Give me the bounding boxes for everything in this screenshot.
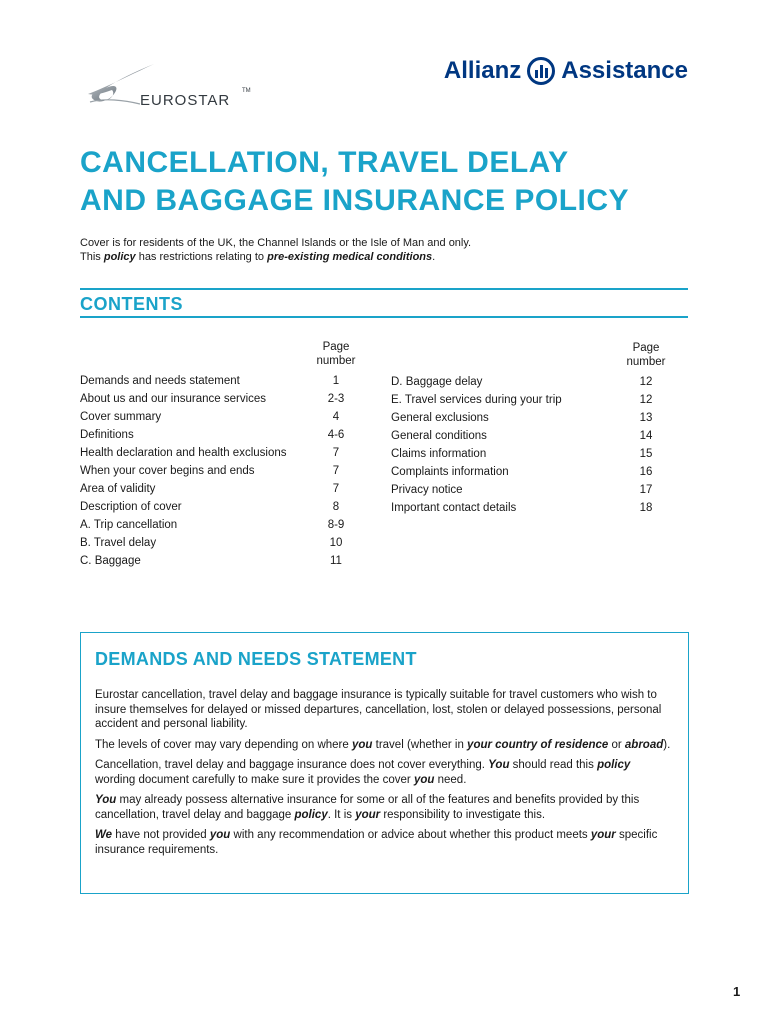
contents-entry-page: 13 [639, 412, 653, 424]
contents-entry-label: D. Baggage delay [391, 376, 483, 388]
contents-entry [80, 552, 370, 570]
contents-rule-bottom [80, 316, 688, 318]
contents-entry [391, 499, 688, 517]
contents-entry [391, 463, 688, 481]
contents-entry-label: Privacy notice [391, 484, 463, 496]
dns-paragraph-1: Eurostar cancellation, travel delay and baggage insurance is typically suitable for travel customers who wish to insure themselves for delayed or missed departures, cancellation, lost, stolen or delayed possessions, personal accident and personal liability. [95, 689, 662, 730]
contents-entry [80, 426, 370, 444]
contents-entry [391, 445, 688, 463]
contents-entry-page: 8-9 [327, 519, 345, 531]
contents-entry-page: 12 [639, 394, 653, 406]
intro-text [80, 236, 700, 264]
contents-entry-page: 10 [329, 537, 343, 549]
contents-entry-label: Area of validity [80, 483, 156, 495]
contents-entry-page: 16 [639, 466, 653, 478]
allianz-wordmark: Allianz [443, 57, 522, 84]
contents-entry [80, 390, 370, 408]
contents-entry [391, 409, 688, 427]
dns-paragraph-5: We have not provided you with any recommendation or advice about whether this product meets your specific insurance requirements. [95, 829, 658, 856]
contents-entry-label: E. Travel services during your trip [391, 394, 562, 406]
contents-column-left [80, 340, 370, 570]
contents-entry-label: A. Trip cancellation [80, 519, 178, 531]
contents-entry-label: Complaints information [391, 466, 509, 478]
contents-entry-page: 4 [332, 411, 340, 423]
dns-paragraph-4: You may already possess alternative insurance for some or all of the features and benefits provided by this cancellation, travel delay and baggage policy. It is your responsibility to investigate this. [95, 794, 640, 821]
contents-entry [80, 408, 370, 426]
page-number: 1 [733, 984, 741, 999]
contents-entry-page: 4-6 [327, 429, 345, 441]
contents-entry-label: General exclusions [391, 412, 489, 424]
dns-paragraph-3: Cancellation, travel delay and baggage insurance does not cover everything. You should read this policy wording document carefully to make sure it provides the cover you need. [95, 759, 631, 786]
contents-entry-label: Important contact details [391, 502, 517, 514]
contents-entry-page: 15 [639, 448, 653, 460]
contents-entry [80, 534, 370, 552]
allianz-assistance-logo [444, 56, 688, 86]
demands-needs-heading: DEMANDS AND NEEDS STATEMENT [95, 649, 417, 669]
allianz-eagle-icon [527, 57, 555, 85]
contents-entry-page: 11 [330, 555, 342, 567]
contents-entry-label: Cover summary [80, 411, 162, 423]
contents-entry [80, 444, 370, 462]
assistance-wordmark: Assistance [561, 57, 688, 84]
contents-entry [80, 480, 370, 498]
contents-entry-label: C. Baggage [80, 555, 141, 567]
contents-entry-page: 18 [639, 502, 653, 514]
contents-rule-top [80, 288, 688, 290]
contents-entry-page: 8 [332, 501, 340, 513]
contents-entry [391, 373, 688, 391]
contents-entry [80, 462, 370, 480]
contents-entry [80, 516, 370, 534]
contents-entry-label: General conditions [391, 430, 487, 442]
contents-entry-label: B. Travel delay [80, 537, 157, 549]
trademark-mark: TM [242, 88, 251, 94]
contents-entry-label: Health declaration and health exclusions [80, 447, 287, 459]
contents-entry-page: 14 [639, 430, 653, 442]
page-number-header: Page number [316, 341, 356, 367]
contents-entry-page: 1 [332, 375, 340, 387]
contents-entry-label: Claims information [391, 448, 487, 460]
intro-line-1: Cover is for residents of the UK, the Channel Islands or the Isle of Man and only. [80, 237, 472, 249]
intro-line-2: This policy has restrictions relating to pre-existing medical conditions. [80, 251, 436, 263]
contents-entry-page: 7 [332, 483, 340, 495]
demands-needs-box [80, 632, 689, 894]
contents-entry [391, 391, 688, 409]
contents-entry-page: 17 [639, 484, 653, 496]
eurostar-logo [84, 58, 254, 112]
contents-entry-label: When your cover begins and ends [80, 465, 255, 477]
dns-paragraph-2: The levels of cover may vary depending on where you travel (whether in your country of residence or abroad). [95, 738, 671, 751]
contents-entry-page: 2-3 [327, 393, 345, 405]
title-line-2: AND BAGGAGE INSURANCE POLICY [80, 184, 630, 217]
contents-entry-label: Demands and needs statement [80, 375, 240, 387]
contents-entry-label: Description of cover [80, 501, 182, 513]
contents-entry-label: Definitions [80, 429, 134, 441]
eurostar-wordmark: EUROSTAR [140, 92, 231, 109]
contents-entry-page: 7 [332, 447, 340, 459]
contents-entry-label: About us and our insurance services [80, 393, 267, 405]
page-number-header: Page number [626, 342, 666, 368]
contents-column-right [391, 341, 688, 517]
contents-entry [391, 427, 688, 445]
contents-entry-page: 12 [639, 376, 653, 388]
contents-entry [391, 481, 688, 499]
page-title [80, 144, 700, 220]
contents-entry [80, 372, 370, 390]
contents-heading: CONTENTS [80, 294, 183, 314]
contents-entry [80, 498, 370, 516]
contents-entry-page: 7 [332, 465, 340, 477]
title-line-1: CANCELLATION, TRAVEL DELAY [80, 146, 569, 179]
